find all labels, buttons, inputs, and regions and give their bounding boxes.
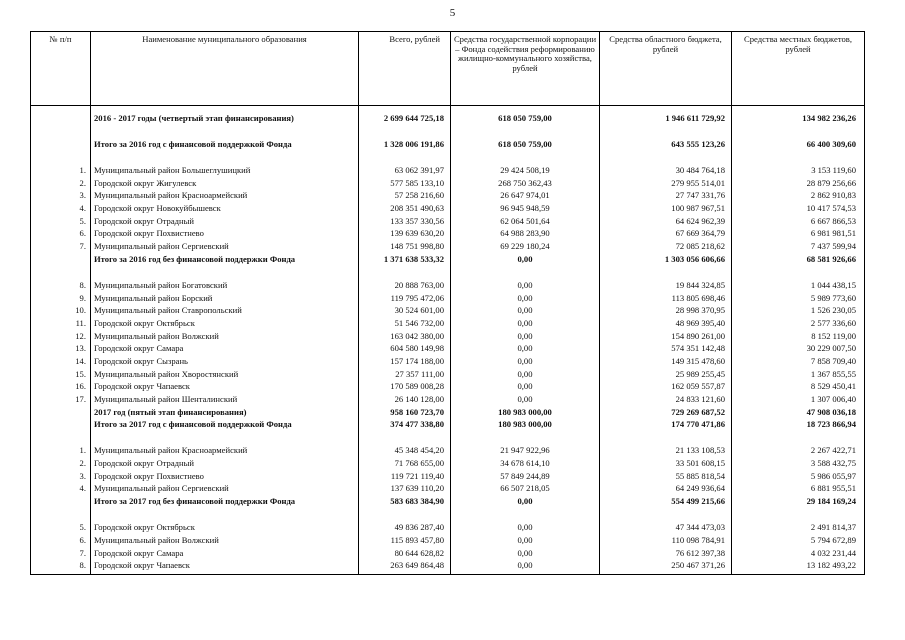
row-number: 5.: [31, 523, 91, 536]
municipality-name: Городской округ Октябрьск: [91, 523, 359, 536]
table-row: [31, 561, 865, 574]
local-amount: 47 908 036,18: [732, 408, 865, 421]
fund-amount: 0,00: [451, 357, 600, 370]
row-number: 16.: [31, 382, 91, 395]
regional-amount: 113 805 698,46: [600, 294, 732, 307]
total-amount: 133 357 330,56: [359, 217, 451, 230]
fund-amount: 0,00: [451, 332, 600, 345]
local-amount: 2 491 814,37: [732, 523, 865, 536]
local-amount: 1 526 230,05: [732, 306, 865, 319]
table-row: [31, 166, 865, 179]
total-amount: 2 699 644 725,18: [359, 106, 451, 141]
fund-amount: 0,00: [451, 549, 600, 562]
row-number: 3.: [31, 472, 91, 485]
fund-amount: 62 064 501,64: [451, 217, 600, 230]
header-row: [31, 32, 865, 106]
table-row: [31, 536, 865, 549]
municipality-name: Городской округ Самара: [91, 549, 359, 562]
total-amount: 374 477 338,80: [359, 420, 451, 446]
row-number: 6.: [31, 229, 91, 242]
municipality-name: Муниципальный район Шенталинский: [91, 395, 359, 408]
row-number: [31, 255, 91, 281]
table-total-row: [31, 140, 865, 166]
total-amount: 163 042 380,00: [359, 332, 451, 345]
regional-amount: 19 844 324,85: [600, 281, 732, 294]
total-amount: 20 888 763,00: [359, 281, 451, 294]
table-total-row: [31, 497, 865, 523]
total-amount: 63 062 391,97: [359, 166, 451, 179]
municipality-name: Городской округ Похвистнево: [91, 229, 359, 242]
regional-amount: 64 624 962,39: [600, 217, 732, 230]
regional-amount: 279 955 514,01: [600, 179, 732, 192]
row-number: 3.: [31, 191, 91, 204]
fund-amount: 0,00: [451, 497, 600, 523]
regional-amount: 64 249 936,64: [600, 484, 732, 497]
table-row: [31, 395, 865, 408]
row-number: 1.: [31, 446, 91, 459]
total-amount: 71 768 655,00: [359, 459, 451, 472]
fund-amount: 0,00: [451, 536, 600, 549]
municipality-name: Муниципальный район Ставропольский: [91, 306, 359, 319]
fund-amount: 0,00: [451, 344, 600, 357]
table-total-row: [31, 420, 865, 446]
row-number: 8.: [31, 281, 91, 294]
regional-amount: 554 499 215,66: [600, 497, 732, 523]
fund-amount: 0,00: [451, 523, 600, 536]
local-amount: 6 881 955,51: [732, 484, 865, 497]
page-number: 5: [449, 7, 456, 19]
table-header: [31, 32, 865, 106]
row-number: [31, 420, 91, 446]
table-row: [31, 242, 865, 255]
total-amount: 26 140 128,00: [359, 395, 451, 408]
local-amount: 5 986 055,97: [732, 472, 865, 485]
fund-amount: 0,00: [451, 395, 600, 408]
regional-amount: 149 315 478,60: [600, 357, 732, 370]
local-amount: 2 267 422,71: [732, 446, 865, 459]
fund-amount: 0,00: [451, 306, 600, 319]
municipality-name: Муниципальный район Богатовский: [91, 281, 359, 294]
fund-amount: 0,00: [451, 294, 600, 307]
fund-amount: 64 988 283,90: [451, 229, 600, 242]
regional-amount: 1 946 611 729,92: [600, 106, 732, 141]
row-number: [31, 140, 91, 166]
municipality-name: Муниципальный район Борский: [91, 294, 359, 307]
fund-amount: 96 945 948,59: [451, 204, 600, 217]
local-amount: 66 400 309,60: [732, 140, 865, 166]
regional-amount: 154 890 261,00: [600, 332, 732, 345]
total-amount: 119 721 119,40: [359, 472, 451, 485]
row-number: 7.: [31, 242, 91, 255]
local-amount: 7 858 709,40: [732, 357, 865, 370]
row-number: 13.: [31, 344, 91, 357]
total-amount: 208 351 490,63: [359, 204, 451, 217]
municipality-name: Муниципальный район Сергиевский: [91, 242, 359, 255]
fund-amount: 618 050 759,00: [451, 106, 600, 141]
row-number: 1.: [31, 166, 91, 179]
total-amount: 45 348 454,20: [359, 446, 451, 459]
municipality-name: Итого за 2017 год без финансовой поддержки Фонда: [91, 497, 359, 523]
regional-amount: 33 501 608,15: [600, 459, 732, 472]
municipality-name: Городской округ Чапаевск: [91, 561, 359, 574]
municipality-name: Муниципальный район Сергиевский: [91, 484, 359, 497]
local-amount: 6 981 981,51: [732, 229, 865, 242]
regional-amount: 48 969 395,40: [600, 319, 732, 332]
municipality-name: Муниципальный район Красноармейский: [91, 191, 359, 204]
row-number: 4.: [31, 484, 91, 497]
fund-amount: 0,00: [451, 370, 600, 383]
regional-amount: 729 269 687,52: [600, 408, 732, 421]
total-amount: 80 644 628,82: [359, 549, 451, 562]
row-number: 8.: [31, 561, 91, 574]
row-number: 14.: [31, 357, 91, 370]
fund-amount: 69 229 180,24: [451, 242, 600, 255]
row-number: 6.: [31, 536, 91, 549]
col-header-local: Средства местных бюджетов, рублей: [732, 32, 865, 106]
municipality-name: Городской округ Отрадный: [91, 217, 359, 230]
regional-amount: 100 987 967,51: [600, 204, 732, 217]
table-row: [31, 319, 865, 332]
local-amount: 30 229 007,50: [732, 344, 865, 357]
municipality-name: Муниципальный район Волжский: [91, 536, 359, 549]
municipality-name: Итого за 2016 год с финансовой поддержкой Фонда: [91, 140, 359, 166]
row-number: 15.: [31, 370, 91, 383]
row-number: [31, 106, 91, 141]
municipality-name: Городской округ Отрадный: [91, 459, 359, 472]
fund-amount: 0,00: [451, 561, 600, 574]
row-number: [31, 497, 91, 523]
table-row: [31, 357, 865, 370]
regional-amount: 110 098 784,91: [600, 536, 732, 549]
regional-amount: 27 747 331,76: [600, 191, 732, 204]
fund-amount: 34 678 614,10: [451, 459, 600, 472]
total-amount: 577 585 133,10: [359, 179, 451, 192]
row-number: 2.: [31, 179, 91, 192]
regional-amount: 643 555 123,26: [600, 140, 732, 166]
local-amount: 4 032 231,44: [732, 549, 865, 562]
total-amount: 137 639 110,20: [359, 484, 451, 497]
local-amount: 18 723 866,94: [732, 420, 865, 446]
table-row: [31, 281, 865, 294]
fund-amount: 0,00: [451, 319, 600, 332]
local-amount: 10 417 574,53: [732, 204, 865, 217]
local-amount: 6 667 866,53: [732, 217, 865, 230]
total-amount: 157 174 188,00: [359, 357, 451, 370]
row-number: 12.: [31, 332, 91, 345]
regional-amount: 30 484 764,18: [600, 166, 732, 179]
local-amount: 5 794 672,89: [732, 536, 865, 549]
local-amount: 1 367 855,55: [732, 370, 865, 383]
local-amount: 1 307 006,40: [732, 395, 865, 408]
regional-amount: 250 467 371,26: [600, 561, 732, 574]
fund-amount: 57 849 244,89: [451, 472, 600, 485]
table-row: [31, 459, 865, 472]
fund-amount: 618 050 759,00: [451, 140, 600, 166]
total-amount: 604 580 149,98: [359, 344, 451, 357]
table-row: [31, 306, 865, 319]
fund-amount: 268 750 362,43: [451, 179, 600, 192]
regional-amount: 76 612 397,38: [600, 549, 732, 562]
local-amount: 3 588 432,75: [732, 459, 865, 472]
total-amount: 139 639 630,20: [359, 229, 451, 242]
fund-amount: 0,00: [451, 281, 600, 294]
fund-amount: 29 424 508,19: [451, 166, 600, 179]
regional-amount: 55 885 818,54: [600, 472, 732, 485]
local-amount: 8 529 450,41: [732, 382, 865, 395]
row-number: [31, 408, 91, 421]
municipality-name: Муниципальный район Красноармейский: [91, 446, 359, 459]
regional-amount: 162 059 557,87: [600, 382, 732, 395]
municipality-name: Городской округ Самара: [91, 344, 359, 357]
col-header-fund: Средства государственной корпорации – Фонда содействия реформированию жилищно-коммунального хозяйства, рублей: [451, 32, 600, 106]
total-amount: 148 751 998,80: [359, 242, 451, 255]
fund-amount: 0,00: [451, 382, 600, 395]
row-number: 2.: [31, 459, 91, 472]
total-amount: 51 546 732,00: [359, 319, 451, 332]
total-amount: 170 589 008,28: [359, 382, 451, 395]
total-amount: 119 795 472,06: [359, 294, 451, 307]
table-body: [31, 106, 865, 575]
municipality-name: Городской округ Октябрьск: [91, 319, 359, 332]
local-amount: 5 989 773,60: [732, 294, 865, 307]
local-amount: 3 153 119,60: [732, 166, 865, 179]
regional-amount: 1 303 056 606,66: [600, 255, 732, 281]
municipality-name: Муниципальный район Большеглушицкий: [91, 166, 359, 179]
total-amount: 1 371 638 533,32: [359, 255, 451, 281]
local-amount: 68 581 926,66: [732, 255, 865, 281]
regional-amount: 28 998 370,95: [600, 306, 732, 319]
total-amount: 115 893 457,80: [359, 536, 451, 549]
col-header-regional: Средства областного бюджета, рублей: [600, 32, 732, 106]
total-amount: 1 328 006 191,86: [359, 140, 451, 166]
table-row: [31, 523, 865, 536]
municipality-name: Муниципальный район Волжский: [91, 332, 359, 345]
row-number: 11.: [31, 319, 91, 332]
total-amount: 30 524 601,00: [359, 306, 451, 319]
col-header-municipality: Наименование муниципального образования: [91, 32, 359, 106]
fund-amount: 66 507 218,05: [451, 484, 600, 497]
regional-amount: 21 133 108,53: [600, 446, 732, 459]
total-amount: 57 258 216,60: [359, 191, 451, 204]
municipality-name: Муниципальный район Хворостянский: [91, 370, 359, 383]
municipality-name: Городской округ Похвистнево: [91, 472, 359, 485]
municipality-name: 2017 год (пятый этап финансирования): [91, 408, 359, 421]
fund-amount: 21 947 922,96: [451, 446, 600, 459]
total-amount: 583 683 384,90: [359, 497, 451, 523]
fund-amount: 26 647 974,01: [451, 191, 600, 204]
row-number: 10.: [31, 306, 91, 319]
fund-amount: 180 983 000,00: [451, 408, 600, 421]
municipality-name: Городской округ Сызрань: [91, 357, 359, 370]
fund-amount: 180 983 000,00: [451, 420, 600, 446]
municipality-name: Городской округ Жигулевск: [91, 179, 359, 192]
local-amount: 1 044 438,15: [732, 281, 865, 294]
total-amount: 958 160 723,70: [359, 408, 451, 421]
row-number: 4.: [31, 204, 91, 217]
regional-amount: 24 833 121,60: [600, 395, 732, 408]
row-number: 17.: [31, 395, 91, 408]
municipality-name: Городской округ Чапаевск: [91, 382, 359, 395]
row-number: 9.: [31, 294, 91, 307]
local-amount: 2 577 336,60: [732, 319, 865, 332]
local-amount: 2 862 910,83: [732, 191, 865, 204]
regional-amount: 67 669 364,79: [600, 229, 732, 242]
municipality-name: Итого за 2017 год с финансовой поддержкой Фонда: [91, 420, 359, 446]
municipality-name: Итого за 2016 год без финансовой поддержки Фонда: [91, 255, 359, 281]
row-number: 5.: [31, 217, 91, 230]
local-amount: 134 982 236,26: [732, 106, 865, 141]
row-number: 7.: [31, 549, 91, 562]
local-amount: 28 879 256,66: [732, 179, 865, 192]
col-header-total: Всего, рублей: [359, 32, 451, 106]
table-total-row: [31, 106, 865, 141]
regional-amount: 174 770 471,86: [600, 420, 732, 446]
total-amount: 263 649 864,48: [359, 561, 451, 574]
regional-amount: 574 351 142,48: [600, 344, 732, 357]
total-amount: 27 357 111,00: [359, 370, 451, 383]
fund-amount: 0,00: [451, 255, 600, 281]
municipality-name: Городской округ Новокуйбышевск: [91, 204, 359, 217]
financing-table: [30, 31, 865, 575]
local-amount: 7 437 599,94: [732, 242, 865, 255]
table-total-row: [31, 255, 865, 281]
total-amount: 49 836 287,40: [359, 523, 451, 536]
municipality-name: 2016 - 2017 годы (четвертый этап финансирования): [91, 106, 359, 141]
regional-amount: 47 344 473,03: [600, 523, 732, 536]
regional-amount: 25 989 255,45: [600, 370, 732, 383]
local-amount: 8 152 119,00: [732, 332, 865, 345]
local-amount: 13 182 493,22: [732, 561, 865, 574]
local-amount: 29 184 169,24: [732, 497, 865, 523]
table-row: [31, 204, 865, 217]
col-header-number: № п/п: [31, 32, 91, 106]
regional-amount: 72 085 218,62: [600, 242, 732, 255]
